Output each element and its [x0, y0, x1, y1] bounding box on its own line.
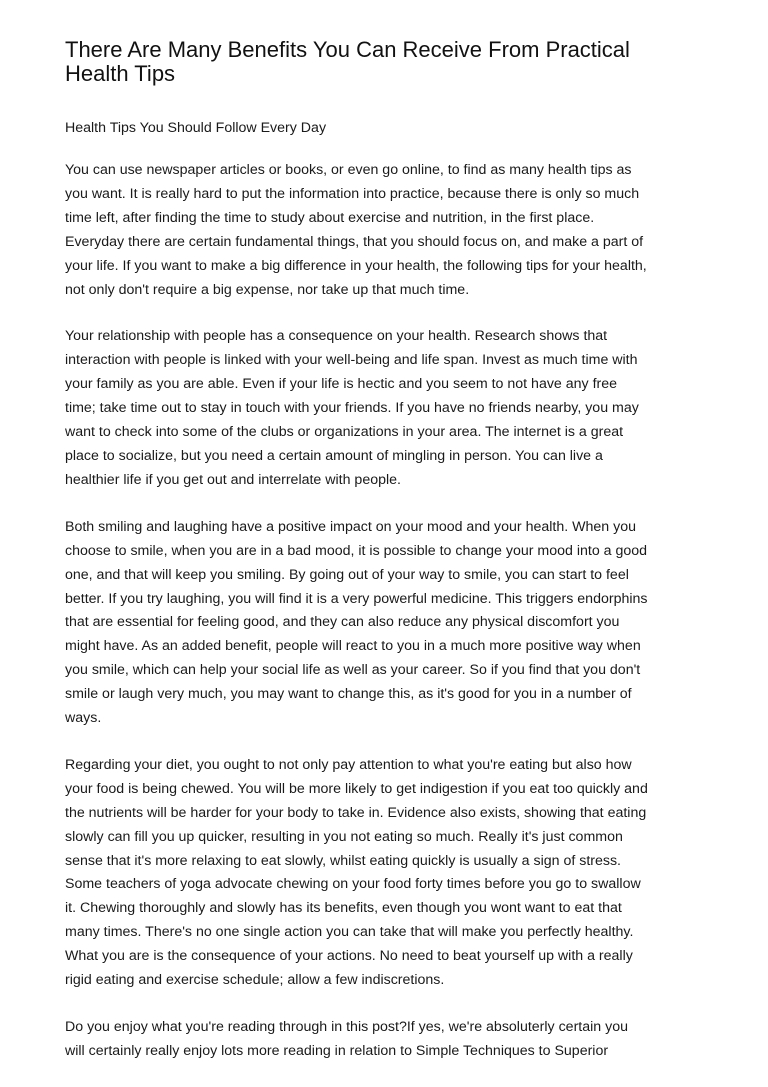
- text-line: your food is being chewed. You will be more likely to get indigestion if you eat too quickly and: [65, 780, 648, 797]
- text-line: sense that it's more relaxing to eat slowly, whilst eating quickly is usually a sign of stress.: [65, 852, 621, 869]
- text-line: you smile, which can help your social life as well as your career. So if you find that you don't: [65, 662, 641, 679]
- title-line: There Are Many Benefits You Can Receive From Practical: [65, 37, 630, 62]
- text-line: You can use newspaper articles or books, or even go online, to find as many health tips as: [65, 162, 632, 178]
- text-line: it. Chewing thoroughly and slowly has its benefits, even though you wont want to eat that: [65, 900, 622, 917]
- text-line: Some teachers of yoga advocate chewing on your food forty times before you go to swallow: [65, 876, 641, 893]
- text-line: ways.: [65, 710, 102, 727]
- document-subtitle: Health Tips You Should Follow Every Day: [65, 120, 327, 136]
- text-line: your life. If you want to make a big difference in your health, the following tips for your health,: [65, 257, 647, 274]
- text-line: will certainly really enjoy lots more reading in relation to Simple Techniques to Superior: [65, 1042, 609, 1059]
- document-title: [65, 38, 715, 86]
- text-line: time; take time out to stay in touch with your friends. If you have no friends nearby, you may: [65, 400, 639, 417]
- text-line: smile or laugh very much, you may want to change this, as it's good for you in a number of: [65, 686, 632, 703]
- text-line: better. If you try laughing, you will find it is a very powerful medicine. This triggers endorphins: [65, 590, 648, 607]
- text-line: that are essential for feeling good, and they can also reduce any physical discomfort you: [65, 614, 620, 631]
- text-line: healthier life if you get out and interrelate with people.: [65, 471, 401, 488]
- text-line: Both smiling and laughing have a positive impact on your mood and your health. When you: [65, 518, 636, 535]
- text-line: want to check into some of the clubs or organizations in your area. The internet is a great: [65, 424, 624, 441]
- text-line: Do you enjoy what you're reading through in this post?If yes, we're absoluterly certain you: [65, 1019, 628, 1035]
- text-line: Everyday there are certain fundamental things, that you should focus on, and make a part of: [65, 233, 644, 250]
- text-line: interaction with people is linked with your well-being and life span. Invest as much time with: [65, 352, 638, 369]
- title-line: Health Tips: [65, 61, 176, 86]
- text-line: your family as you are able. Even if your life is hectic and you seem to not have any free: [65, 376, 618, 393]
- paragraph-2: [65, 325, 715, 492]
- paragraph-3: [65, 516, 715, 731]
- paragraph-4: [65, 754, 715, 993]
- text-line: slowly can fill you up quicker, resulting in you not eating so much. Really it's just common: [65, 828, 623, 845]
- text-line: time left, after finding the time to study about exercise and nutrition, in the first place.: [65, 209, 595, 226]
- document-page: [65, 38, 715, 1064]
- text-line: Your relationship with people has a consequence on your health. Research shows that: [65, 328, 608, 345]
- text-line: rigid eating and exercise schedule; allow a few indiscretions.: [65, 972, 445, 989]
- text-line: might have. As an added benefit, people will react to you in a much more positive way when: [65, 638, 641, 655]
- text-line: not only don't require a big expense, nor take up that much time.: [65, 281, 470, 298]
- text-line: you want. It is really hard to put the information into practice, because there is only so much: [65, 185, 640, 202]
- text-line: Regarding your diet, you ought to not only pay attention to what you're eating but also how: [65, 756, 632, 773]
- paragraph-1: [65, 159, 715, 302]
- text-line: one, and that will keep you smiling. By going out of your way to smile, you can start to feel: [65, 566, 629, 583]
- text-line: choose to smile, when you are in a bad mood, it is possible to change your mood into a good: [65, 542, 648, 559]
- paragraph-5: [65, 1016, 715, 1064]
- text-line: place to socialize, but you need a certain amount of mingling in person. You can live a: [65, 447, 603, 464]
- text-line: many times. There's no one single action you can take that will make you perfectly healthy.: [65, 924, 634, 941]
- text-line: What you are is the consequence of your actions. No need to beat yourself up with a really: [65, 948, 633, 965]
- text-line: the nutrients will be harder for your body to take in. Evidence also exists, showing that eating: [65, 804, 647, 821]
